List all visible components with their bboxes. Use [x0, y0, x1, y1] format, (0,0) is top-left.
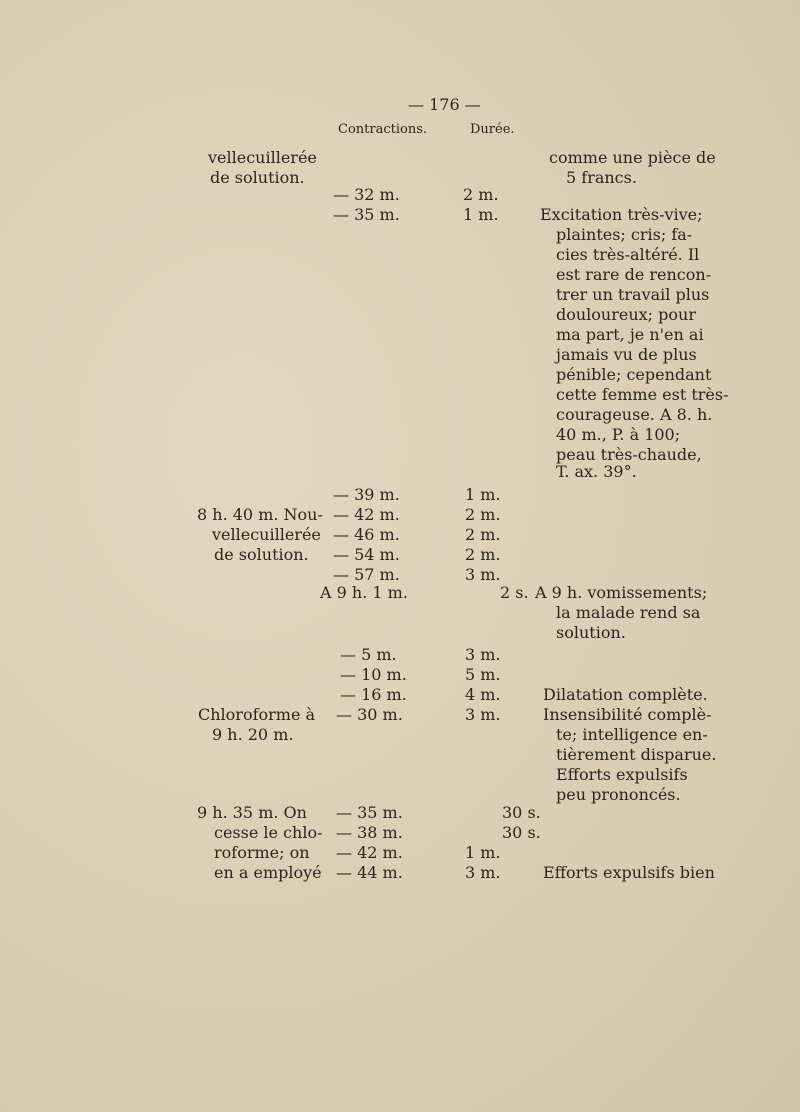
remark-line: peau très-chaude, — [556, 445, 702, 464]
left-note: 9 h. 35 m. On — [197, 803, 307, 822]
duration-value: 2 s. — [500, 583, 529, 602]
contraction-time: — 32 m. — [333, 185, 400, 204]
contraction-time: — 39 m. — [333, 485, 400, 504]
left-note: Chloroforme à — [198, 705, 316, 724]
page-number: — 176 — — [408, 95, 481, 114]
duration-value: 2 m. — [465, 545, 501, 564]
remark-line: est rare de rencon- — [556, 265, 712, 284]
contraction-time: — 10 m. — [340, 665, 407, 684]
contraction-time: — 42 m. — [333, 505, 400, 524]
remark-line: cies très-altéré. Il — [556, 245, 700, 264]
remark-line: ma part, je n'en ai — [556, 325, 704, 344]
left-note: de solution. — [214, 545, 309, 564]
remark-line: douloureux; pour — [556, 305, 696, 324]
duration-value: 3 m. — [465, 645, 501, 664]
remark-line: A 9 h. vomissements; — [535, 583, 708, 602]
duration-value: 1 m. — [463, 205, 499, 224]
contraction-time: — 5 m. — [340, 645, 397, 664]
duration-value: 2 m. — [465, 525, 501, 544]
remark-line: la malade rend sa — [556, 603, 701, 622]
duration-value: 3 m. — [465, 705, 501, 724]
contraction-time: — 54 m. — [333, 545, 400, 564]
remark-line: plaintes; cris; fa- — [556, 225, 693, 244]
duration-value: 1 m. — [465, 485, 501, 504]
duration-value: 1 m. — [465, 843, 501, 862]
duration-value: 4 m. — [465, 685, 501, 704]
left-note: de solution. — [210, 168, 305, 187]
remark-line: trer un travail plus — [556, 285, 710, 304]
remark-line: peu prononcés. — [556, 785, 681, 804]
remark-line: comme une pièce de — [549, 148, 716, 167]
remark-line: courageuse. A 8. h. — [556, 405, 713, 424]
left-note: roforme; on — [214, 843, 310, 862]
duration-value: 30 s. — [502, 803, 541, 822]
contraction-time: — 30 m. — [336, 705, 403, 724]
remark-line: cette femme est très- — [556, 385, 729, 404]
contraction-time: A 9 h. 1 m. — [320, 583, 408, 602]
remark-line: te; intelligence en- — [556, 725, 708, 744]
left-note: vellecuillerée — [208, 148, 317, 167]
duration-value: 2 m. — [463, 185, 499, 204]
contraction-time: — 35 m. — [336, 803, 403, 822]
remark-line: 5 francs. — [566, 168, 637, 187]
contraction-time: — 44 m. — [336, 863, 403, 882]
remark-line: Efforts expulsifs bien — [543, 863, 715, 882]
left-note: 9 h. 20 m. — [212, 725, 294, 744]
remark-line: Dilatation complète. — [543, 685, 708, 704]
remark-line: jamais vu de plus — [556, 345, 697, 364]
remark-line: Insensibilité complè- — [543, 705, 712, 724]
left-note: 8 h. 40 m. Nou- — [197, 505, 323, 524]
contraction-time: — 35 m. — [333, 205, 400, 224]
header-contractions: Contractions. — [338, 122, 428, 137]
duration-value: 5 m. — [465, 665, 501, 684]
left-note: en a employé — [214, 863, 322, 882]
remark-line: tièrement disparue. — [556, 745, 717, 764]
remark-line: solution. — [556, 623, 626, 642]
duration-value: 3 m. — [465, 565, 501, 584]
remark-line: Efforts expulsifs — [556, 765, 688, 784]
contraction-time: — 38 m. — [336, 823, 403, 842]
remark-line: pénible; cependant — [556, 365, 712, 384]
duration-value: 30 s. — [502, 823, 541, 842]
contraction-time: — 57 m. — [333, 565, 400, 584]
left-note: cesse le chlo- — [214, 823, 323, 842]
remark-line: T. ax. 39°. — [556, 462, 637, 481]
remark-line: 40 m., P. à 100; — [556, 425, 681, 444]
contraction-time: — 16 m. — [340, 685, 407, 704]
remark-line: Excitation très-vive; — [540, 205, 703, 224]
duration-value: 2 m. — [465, 505, 501, 524]
left-note: vellecuillerée — [212, 525, 321, 544]
header-duree: Durée. — [470, 122, 515, 137]
contraction-time: — 46 m. — [333, 525, 400, 544]
contraction-time: — 42 m. — [336, 843, 403, 862]
duration-value: 3 m. — [465, 863, 501, 882]
